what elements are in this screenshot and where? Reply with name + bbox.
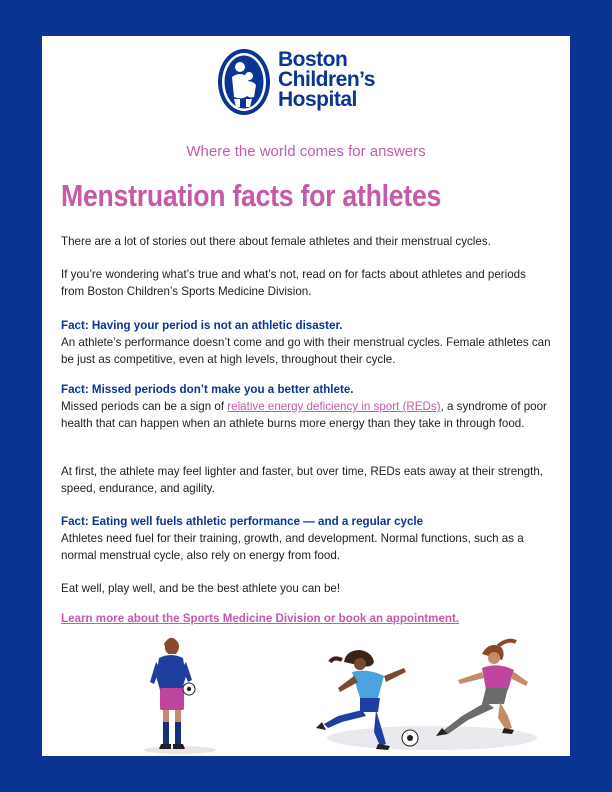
fact-3 <box>61 513 551 564</box>
fact-2-heading: Fact: Missed periods don’t make you a better athlete. <box>61 383 354 396</box>
intro-paragraph-1: There are a lot of stories out there about female athletes and their menstrual cycles. <box>61 235 491 248</box>
fact-2-body-start: Missed periods can be a sign of <box>61 400 228 413</box>
wordmark-line-3: Hospital <box>278 88 357 111</box>
flyer-page <box>42 36 570 756</box>
wordmark-line-1: Boston <box>278 48 348 71</box>
fact-3-body: Athletes need fuel for their training, growth, and development. Normal functions, such as a normal menstrual cycle, also rely on energy from food. <box>61 532 524 562</box>
learn-more-link[interactable]: Learn more about the Sports Medicine Division or book an appointment. <box>61 612 460 625</box>
hospital-wordmark <box>278 50 375 110</box>
fact-2-paragraph-2: At first, the athlete may feel lighter and faster, but over time, REDs eats away at their strength, speed, endurance, and agility. <box>61 465 544 495</box>
wordmark-line-2: Children’s <box>278 68 375 91</box>
soccer-ball-icon <box>402 730 418 746</box>
soccer-ball-icon <box>183 683 195 695</box>
reds-link[interactable]: relative energy deficiency in sport (REDs) <box>227 400 441 413</box>
closing-line: Eat well, play well, and be the best athlete you can be! <box>61 582 341 595</box>
soccer-player-running <box>436 641 528 736</box>
fact-2 <box>61 381 551 432</box>
hospital-seal-icon <box>216 47 272 117</box>
page-title: Menstruation facts for athletes <box>61 178 442 213</box>
fact-3-heading: Fact: Eating well fuels athletic performance — and a regular cycle <box>61 515 424 528</box>
intro-paragraph-2: If you’re wondering what’s true and what’s not, read on for facts about athletes and periods from Boston Children’s Sports Medicine Division. <box>61 268 526 298</box>
hospital-logo <box>216 47 396 119</box>
fact-1-body: An athlete’s performance doesn’t come and go with their menstrual cycles. Female athletes can be just as competitive, even at high levels, throughout their cycle. <box>61 336 551 366</box>
fact-1 <box>61 317 551 368</box>
tagline: Where the world comes for answers <box>186 143 426 160</box>
fact-2-body-end: , a syndrome of poor health that can happen when an athlete burns more energy than they take in through food. <box>61 400 547 430</box>
soccer-illustration <box>42 632 570 756</box>
fact-1-heading: Fact: Having your period is not an athletic disaster. <box>61 319 343 332</box>
